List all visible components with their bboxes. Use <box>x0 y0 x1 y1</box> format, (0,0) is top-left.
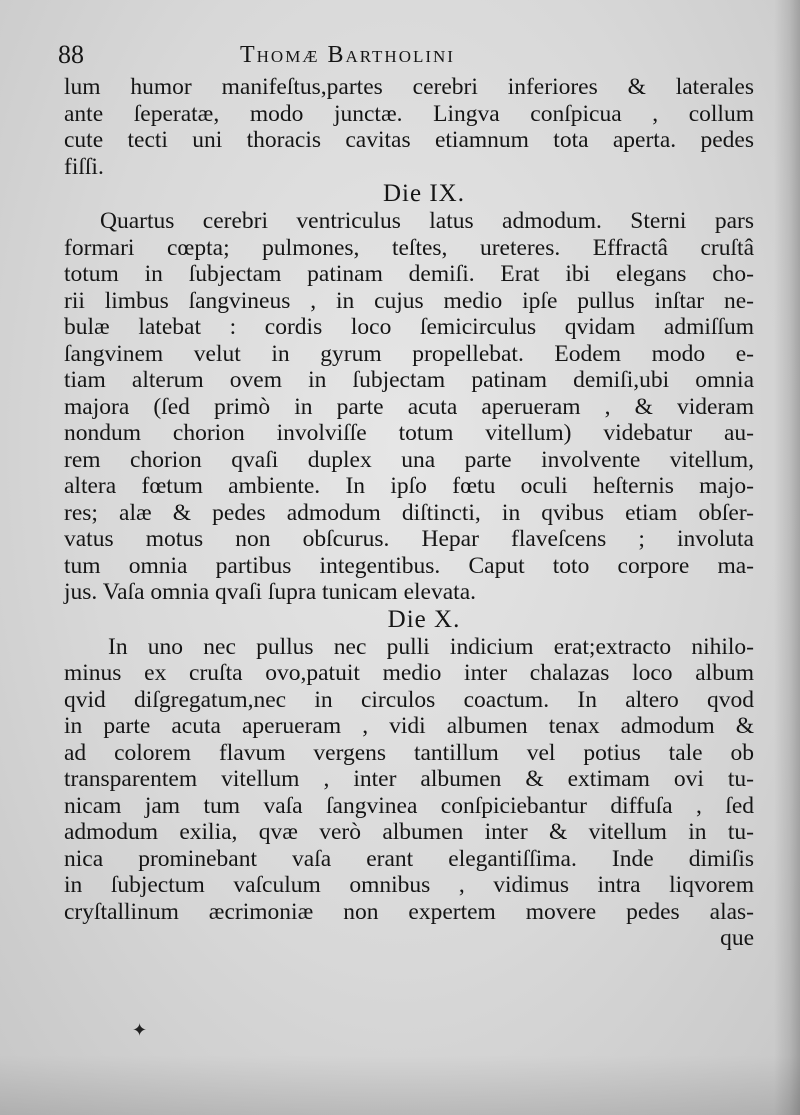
text-line: cute tecti uni thoracis cavitas etiamnum tota aperta. pedes <box>64 127 754 153</box>
catchword: que <box>720 925 754 951</box>
text-line: nicam jam tum vaſa ſangvinea conſpiciebantur diffuſa , ſed <box>64 792 754 819</box>
text-line: transparentem vitellum , inter albumen & extimam ovi tu- <box>64 766 754 792</box>
text-line: rii limbus ſangvineus , in cujus medio ipſe pullus inſtar ne- <box>64 287 754 314</box>
printer-ornament-icon: ✦ <box>132 1020 148 1041</box>
text-line: qvid diſgregatum,nec in circulos coactum. In altero qvod <box>64 686 754 713</box>
section-heading: Die X. <box>387 605 461 633</box>
text-line: Quartus cerebri ventriculus latus admodum. Sterni pars <box>100 208 754 234</box>
text-line: lum humor manifeſtus,partes cerebri inferiores & laterales <box>64 74 754 100</box>
text-line: rem chorion qvaſi duplex una parte involvente vitellum, <box>64 446 754 473</box>
text-line: nica prominebant vaſa erant elegantiſſima. Inde dimiſis <box>64 845 754 872</box>
section-heading: Die IX. <box>383 180 465 207</box>
text-line: jus. Vaſa omnia qvaſi ſupra tunicam elevata. <box>64 579 476 605</box>
text-line: tiam alterum ovem in ſubjectam patinam demiſi,ubi omnia <box>64 367 754 393</box>
text-line: in parte acuta aperueram , vidi albumen tenax admodum & <box>64 713 754 739</box>
text-line: ſangvinem velut in gyrum propellebat. Eodem modo e- <box>64 340 754 367</box>
text-line: altera fœtum ambiente. In ipſo fœtu oculi heſternis majo- <box>64 473 754 499</box>
text-line: nondum chorion involviſſe totum vitellum) videbatur au- <box>64 420 754 446</box>
text-line: bulæ latebat : cordis loco ſemicirculus qvidam admiſſum <box>64 314 754 340</box>
text-line: vatus motus non obſcurus. Hepar flaveſcens ; involuta <box>64 526 754 552</box>
text-line: ad colorem flavum vergens tantillum vel potius tale ob <box>64 739 754 766</box>
text-line: tum omnia partibus integentibus. Caput toto corpore ma- <box>64 552 754 579</box>
text-line: in ſubjectum vaſculum omnibus , vidimus intra liqvorem <box>64 872 754 898</box>
text-line: admodum exilia, qvæ verò albumen inter & vitellum in tu- <box>64 819 754 845</box>
text-line: minus ex cruſta ovo,patuit medio inter chalazas loco album <box>64 660 754 686</box>
page-bottom-shadow <box>0 1055 800 1115</box>
text-line: majora (ſed primò in parte acuta aperueram , & videram <box>64 393 754 420</box>
text-line: fiſſi. <box>64 153 104 180</box>
page-header <box>58 38 748 72</box>
page-body <box>64 74 754 952</box>
text-line: ante ſeperatæ, modo junctæ. Lingva conſpicua , collum <box>64 100 754 127</box>
text-line: formari cœpta; pulmones, teſtes, ureteres. Effractâ cruſtâ <box>64 234 754 261</box>
page-edge-shadow <box>774 0 800 1115</box>
running-title: Thomæ Bartholini <box>240 42 455 68</box>
text-line: res; alæ & pedes admodum diſtincti, in qvibus etiam obſer- <box>64 499 754 526</box>
text-line: totum in ſubjectam patinam demiſi. Erat ibi elegans cho- <box>64 261 754 287</box>
text-line: In uno nec pullus nec pulli indicium erat;extracto nihilo- <box>108 633 754 660</box>
text-line: cryſtallinum æcrimoniæ non expertem movere pedes alas- <box>64 898 754 925</box>
page-number: 88 <box>58 40 84 69</box>
